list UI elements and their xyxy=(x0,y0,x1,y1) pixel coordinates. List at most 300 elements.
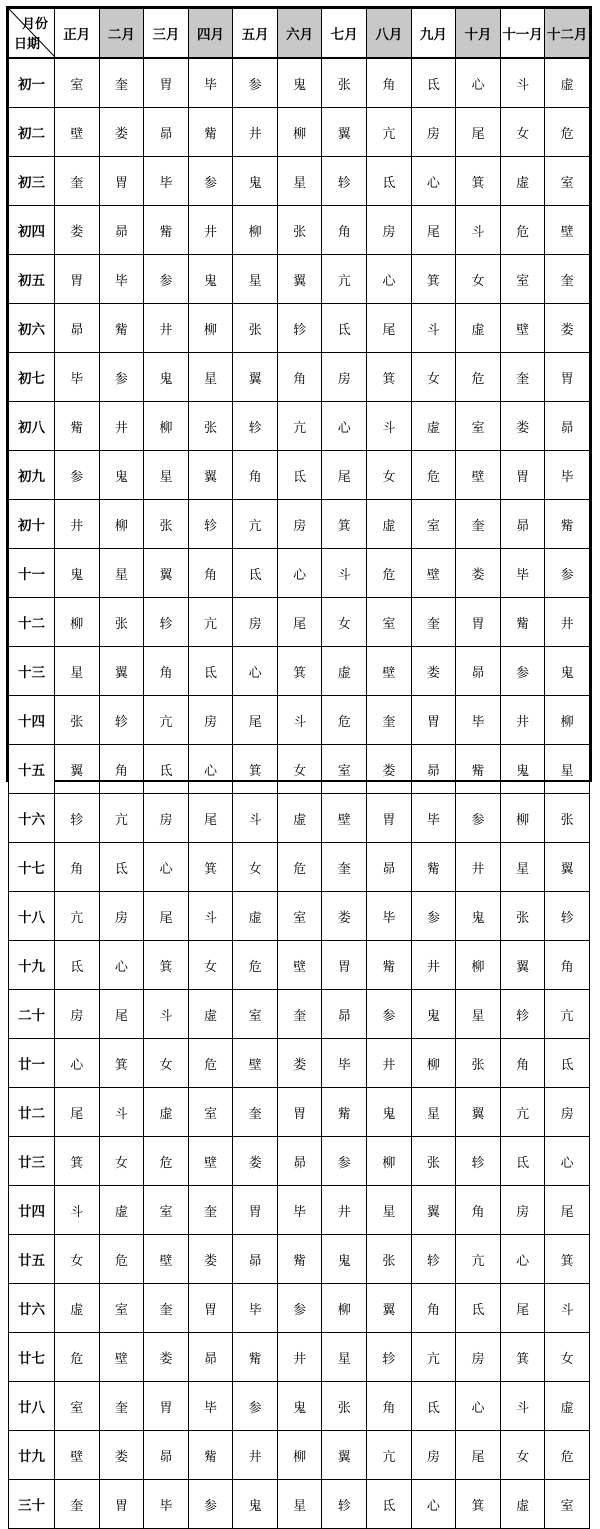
mansion-cell: 井 xyxy=(99,402,144,451)
mansion-cell: 斗 xyxy=(500,58,545,108)
mansion-cell: 斗 xyxy=(99,1088,144,1137)
table-row xyxy=(9,1382,590,1431)
mansion-cell: 亢 xyxy=(456,1235,501,1284)
mansion-cell: 娄 xyxy=(277,1039,322,1088)
mansion-cell: 心 xyxy=(456,1382,501,1431)
mansion-cell: 星 xyxy=(277,1480,322,1529)
month-axis-label: 月份 xyxy=(21,17,48,32)
mansion-cell: 张 xyxy=(411,1137,456,1186)
mansion-cell: 柳 xyxy=(500,794,545,843)
mansion-cell: 房 xyxy=(233,598,278,647)
mansion-cell: 毕 xyxy=(144,157,189,206)
mansion-cell: 星 xyxy=(500,843,545,892)
mansion-cell: 翼 xyxy=(411,1186,456,1235)
mansion-cell: 轸 xyxy=(99,696,144,745)
mansion-cell: 危 xyxy=(456,353,501,402)
mansion-cell: 胃 xyxy=(545,353,590,402)
day-label: 二十 xyxy=(9,990,55,1039)
mansion-cell: 娄 xyxy=(545,304,590,353)
mansion-cell: 房 xyxy=(55,990,100,1039)
month-header: 十二月 xyxy=(545,9,590,59)
table-row xyxy=(9,990,590,1039)
mansion-cell: 奎 xyxy=(545,255,590,304)
mansion-cell: 鬼 xyxy=(500,745,545,794)
mansion-cell: 胃 xyxy=(500,451,545,500)
mansion-cell: 亢 xyxy=(500,1088,545,1137)
mansion-cell: 箕 xyxy=(367,353,412,402)
table-row xyxy=(9,1333,590,1382)
mansion-cell: 觜 xyxy=(367,941,412,990)
mansion-cell: 角 xyxy=(411,1284,456,1333)
table-row xyxy=(9,1431,590,1480)
mansion-cell: 角 xyxy=(545,941,590,990)
mansion-cell: 氐 xyxy=(277,451,322,500)
mansion-cell: 参 xyxy=(456,794,501,843)
mansion-cell: 毕 xyxy=(500,549,545,598)
mansion-cell: 尾 xyxy=(545,1186,590,1235)
mansion-cell: 女 xyxy=(144,1039,189,1088)
mansion-cell: 室 xyxy=(545,157,590,206)
mansion-cell: 井 xyxy=(233,108,278,157)
mansion-cell: 箕 xyxy=(500,1333,545,1382)
mansion-cell: 亢 xyxy=(55,892,100,941)
mansion-cell: 柳 xyxy=(277,108,322,157)
mansion-cell: 房 xyxy=(99,892,144,941)
mansion-cell: 房 xyxy=(500,1186,545,1235)
mansion-cell: 女 xyxy=(99,1137,144,1186)
month-header: 五月 xyxy=(233,9,278,59)
mansion-cell: 鬼 xyxy=(55,549,100,598)
mansion-cell: 角 xyxy=(500,1039,545,1088)
mansion-cell: 星 xyxy=(545,745,590,794)
mansion-cell: 室 xyxy=(456,402,501,451)
mansion-cell: 氐 xyxy=(99,843,144,892)
mansion-cell: 斗 xyxy=(456,206,501,255)
table-row xyxy=(9,157,590,206)
mansion-cell: 毕 xyxy=(545,451,590,500)
mansion-cell: 虚 xyxy=(500,157,545,206)
mansion-cell: 氐 xyxy=(411,1382,456,1431)
day-label: 十八 xyxy=(9,892,55,941)
mansion-cell: 昴 xyxy=(500,500,545,549)
mansion-cell: 觜 xyxy=(55,402,100,451)
mansion-cell: 壁 xyxy=(55,1431,100,1480)
mansion-cell: 井 xyxy=(277,1333,322,1382)
mansion-cell: 张 xyxy=(55,696,100,745)
table-row xyxy=(9,1186,590,1235)
mansion-cell: 箕 xyxy=(55,1137,100,1186)
month-header: 七月 xyxy=(322,9,367,59)
month-header: 三月 xyxy=(144,9,189,59)
mansion-cell: 角 xyxy=(456,1186,501,1235)
day-label: 初六 xyxy=(9,304,55,353)
mansion-cell: 亢 xyxy=(322,255,367,304)
mansion-cell: 昴 xyxy=(55,304,100,353)
mansion-cell: 氐 xyxy=(233,549,278,598)
mansion-cell: 翼 xyxy=(99,647,144,696)
mansion-cell: 心 xyxy=(411,157,456,206)
mansion-cell: 危 xyxy=(188,1039,233,1088)
day-label: 初七 xyxy=(9,353,55,402)
mansion-cell: 毕 xyxy=(411,794,456,843)
mansion-cell: 张 xyxy=(456,1039,501,1088)
mansion-cell: 斗 xyxy=(55,1186,100,1235)
mansion-cell: 娄 xyxy=(233,1137,278,1186)
mansion-cell: 尾 xyxy=(456,1431,501,1480)
mansion-cell: 壁 xyxy=(188,1137,233,1186)
mansion-cell: 房 xyxy=(367,206,412,255)
mansion-cell: 翼 xyxy=(144,549,189,598)
mansion-cell: 胃 xyxy=(233,1186,278,1235)
mansion-cell: 虚 xyxy=(99,1186,144,1235)
mansion-cell: 亢 xyxy=(545,990,590,1039)
month-header: 正月 xyxy=(55,9,100,59)
mansion-cell: 柳 xyxy=(545,696,590,745)
mansion-cell: 参 xyxy=(55,451,100,500)
mansion-cell: 娄 xyxy=(500,402,545,451)
mansion-cell: 奎 xyxy=(144,1284,189,1333)
month-header: 十月 xyxy=(456,9,501,59)
day-label: 初四 xyxy=(9,206,55,255)
mansion-cell: 危 xyxy=(55,1333,100,1382)
mansion-cell: 鬼 xyxy=(322,1235,367,1284)
day-axis-label: 日期 xyxy=(14,37,41,52)
mansion-cell: 亢 xyxy=(411,1333,456,1382)
mansion-cell: 井 xyxy=(545,598,590,647)
mansion-cell: 张 xyxy=(500,892,545,941)
mansion-cell: 房 xyxy=(456,1333,501,1382)
mansion-cell: 房 xyxy=(322,353,367,402)
mansion-cell: 尾 xyxy=(322,451,367,500)
day-label: 初十 xyxy=(9,500,55,549)
mansion-cell: 井 xyxy=(322,1186,367,1235)
mansion-cell: 星 xyxy=(99,549,144,598)
mansion-cell: 娄 xyxy=(55,206,100,255)
mansion-cell: 张 xyxy=(99,598,144,647)
mansion-cell: 毕 xyxy=(188,1382,233,1431)
mansion-cell: 奎 xyxy=(277,990,322,1039)
table-row xyxy=(9,1039,590,1088)
mansion-cell: 斗 xyxy=(233,794,278,843)
mansion-cell: 虚 xyxy=(411,402,456,451)
mansion-cell: 毕 xyxy=(188,58,233,108)
mansion-cell: 娄 xyxy=(322,892,367,941)
mansion-cell: 觜 xyxy=(322,1088,367,1137)
mansion-cell: 女 xyxy=(500,1431,545,1480)
mansion-cell: 星 xyxy=(188,353,233,402)
table-row xyxy=(9,1137,590,1186)
mansion-cell: 柳 xyxy=(144,402,189,451)
table-body xyxy=(9,58,590,1529)
mansion-cell: 箕 xyxy=(188,843,233,892)
mansion-cell: 张 xyxy=(322,1382,367,1431)
mansion-cell: 奎 xyxy=(500,353,545,402)
mansion-cell: 尾 xyxy=(55,1088,100,1137)
mansion-cell: 角 xyxy=(55,843,100,892)
mansion-cell: 柳 xyxy=(188,304,233,353)
mansion-cell: 氐 xyxy=(322,304,367,353)
mansion-cell: 斗 xyxy=(411,304,456,353)
day-label: 初八 xyxy=(9,402,55,451)
table-row xyxy=(9,745,590,794)
mansion-cell: 昴 xyxy=(144,1431,189,1480)
mansion-cell: 昴 xyxy=(99,206,144,255)
mansion-cell: 女 xyxy=(55,1235,100,1284)
day-label: 三十 xyxy=(9,1480,55,1529)
mansion-cell: 柳 xyxy=(456,941,501,990)
table-row xyxy=(9,1284,590,1333)
mansion-cell: 觜 xyxy=(144,206,189,255)
mansion-cell: 氐 xyxy=(545,1039,590,1088)
mansion-cell: 壁 xyxy=(411,549,456,598)
mansion-cell: 奎 xyxy=(99,1382,144,1431)
mansion-cell: 参 xyxy=(367,990,412,1039)
mansion-cell: 亢 xyxy=(367,1431,412,1480)
mansion-cell: 觜 xyxy=(500,598,545,647)
mansion-cell: 危 xyxy=(411,451,456,500)
mansion-cell: 张 xyxy=(322,58,367,108)
mansion-cell: 井 xyxy=(55,500,100,549)
mansion-cell: 氐 xyxy=(188,647,233,696)
mansion-cell: 女 xyxy=(500,108,545,157)
mansion-cell: 轸 xyxy=(277,304,322,353)
mansion-cell: 柳 xyxy=(411,1039,456,1088)
mansion-cell: 参 xyxy=(322,1137,367,1186)
mansion-cell: 角 xyxy=(367,1382,412,1431)
mansion-cell: 心 xyxy=(277,549,322,598)
mansion-cell: 尾 xyxy=(233,696,278,745)
mansion-cell: 箕 xyxy=(456,1480,501,1529)
month-header: 九月 xyxy=(411,9,456,59)
mansion-cell: 危 xyxy=(322,696,367,745)
mansion-cell: 危 xyxy=(144,1137,189,1186)
mansion-cell: 壁 xyxy=(55,108,100,157)
mansion-cell: 氐 xyxy=(55,941,100,990)
mansion-cell: 室 xyxy=(367,598,412,647)
mansion-cell: 危 xyxy=(545,108,590,157)
mansion-cell: 虚 xyxy=(277,794,322,843)
mansion-cell: 星 xyxy=(55,647,100,696)
mansion-cell: 井 xyxy=(233,1431,278,1480)
table-row xyxy=(9,500,590,549)
mansion-cell: 鬼 xyxy=(456,892,501,941)
mansion-cell: 女 xyxy=(545,1333,590,1382)
mansion-cell: 翼 xyxy=(322,1431,367,1480)
mansion-cell: 房 xyxy=(411,1431,456,1480)
mansion-cell: 鬼 xyxy=(545,647,590,696)
mansion-cell: 斗 xyxy=(367,402,412,451)
mansion-cell: 翼 xyxy=(545,843,590,892)
mansion-cell: 尾 xyxy=(367,304,412,353)
day-label: 廿四 xyxy=(9,1186,55,1235)
mansion-cell: 翼 xyxy=(277,255,322,304)
table-row xyxy=(9,794,590,843)
mansion-cell: 箕 xyxy=(322,500,367,549)
mansion-cell: 翼 xyxy=(456,1088,501,1137)
mansion-cell: 室 xyxy=(411,500,456,549)
mansion-cell: 娄 xyxy=(188,1235,233,1284)
mansion-cell: 箕 xyxy=(456,157,501,206)
table-row xyxy=(9,451,590,500)
mansion-cell: 胃 xyxy=(188,1284,233,1333)
mansion-cell: 井 xyxy=(500,696,545,745)
mansion-cell: 危 xyxy=(277,843,322,892)
mansion-cell: 室 xyxy=(277,892,322,941)
mansion-cell: 娄 xyxy=(411,647,456,696)
mansion-cell: 室 xyxy=(99,1284,144,1333)
mansion-cell: 昴 xyxy=(456,647,501,696)
mansion-cell: 鬼 xyxy=(233,157,278,206)
table-row xyxy=(9,647,590,696)
mansion-cell: 张 xyxy=(367,1235,412,1284)
mansion-cell: 参 xyxy=(144,255,189,304)
month-header: 八月 xyxy=(367,9,412,59)
table-row xyxy=(9,1480,590,1529)
mansion-cell: 壁 xyxy=(500,304,545,353)
mansion-cell: 箕 xyxy=(411,255,456,304)
day-label: 廿七 xyxy=(9,1333,55,1382)
mansion-cell: 轸 xyxy=(233,402,278,451)
mansion-cell: 氐 xyxy=(456,1284,501,1333)
mansion-cell: 箕 xyxy=(233,745,278,794)
mansion-cell: 张 xyxy=(545,794,590,843)
mansion-cell: 毕 xyxy=(144,1480,189,1529)
day-label: 初九 xyxy=(9,451,55,500)
mansion-cell: 轸 xyxy=(545,892,590,941)
mansion-cell: 尾 xyxy=(411,206,456,255)
mansion-cell: 箕 xyxy=(277,647,322,696)
mansion-cell: 星 xyxy=(456,990,501,1039)
mansion-cell: 女 xyxy=(233,843,278,892)
mansion-cell: 虚 xyxy=(233,892,278,941)
mansion-cell: 亢 xyxy=(367,108,412,157)
day-label: 十六 xyxy=(9,794,55,843)
mansion-cell: 井 xyxy=(367,1039,412,1088)
mansion-cell: 虚 xyxy=(55,1284,100,1333)
mansion-cell: 张 xyxy=(277,206,322,255)
mansion-cell: 壁 xyxy=(99,1333,144,1382)
mansion-cell: 角 xyxy=(144,647,189,696)
mansion-cell: 轸 xyxy=(322,1480,367,1529)
mansion-cell: 女 xyxy=(367,451,412,500)
mansion-cell: 女 xyxy=(411,353,456,402)
mansion-cell: 亢 xyxy=(144,696,189,745)
mansion-cell: 参 xyxy=(188,1480,233,1529)
mansion-cell: 参 xyxy=(99,353,144,402)
mansion-cell: 氐 xyxy=(411,58,456,108)
mansion-cell: 参 xyxy=(233,1382,278,1431)
mansion-cell: 胃 xyxy=(144,1382,189,1431)
mansion-cell: 昴 xyxy=(188,1333,233,1382)
table-row xyxy=(9,108,590,157)
mansion-cell: 壁 xyxy=(456,451,501,500)
table-row xyxy=(9,304,590,353)
day-label: 廿六 xyxy=(9,1284,55,1333)
mansion-cell: 尾 xyxy=(188,794,233,843)
mansion-cell: 毕 xyxy=(367,892,412,941)
mansion-cell: 奎 xyxy=(233,1088,278,1137)
mansion-cell: 亢 xyxy=(99,794,144,843)
mansion-cell: 鬼 xyxy=(144,353,189,402)
mansion-cell: 心 xyxy=(545,1137,590,1186)
mansion-cell: 壁 xyxy=(233,1039,278,1088)
mansion-cell: 鬼 xyxy=(277,58,322,108)
mansion-cell: 虚 xyxy=(500,1480,545,1529)
mansion-cell: 张 xyxy=(233,304,278,353)
corner-header-cell xyxy=(9,9,55,59)
mansion-cell: 轸 xyxy=(188,500,233,549)
table-row xyxy=(9,549,590,598)
mansion-cell: 斗 xyxy=(322,549,367,598)
mansion-cell: 井 xyxy=(411,941,456,990)
mansion-cell: 井 xyxy=(144,304,189,353)
mansion-cell: 室 xyxy=(322,745,367,794)
mansion-cell: 斗 xyxy=(277,696,322,745)
mansion-cell: 张 xyxy=(188,402,233,451)
mansion-cell: 张 xyxy=(144,500,189,549)
day-label: 十三 xyxy=(9,647,55,696)
mansion-cell: 鬼 xyxy=(367,1088,412,1137)
mansion-cell: 氐 xyxy=(144,745,189,794)
mansion-cell: 胃 xyxy=(367,794,412,843)
mansion-cell: 尾 xyxy=(144,892,189,941)
mansion-cell: 壁 xyxy=(277,941,322,990)
table-row xyxy=(9,1088,590,1137)
mansion-cell: 娄 xyxy=(144,1333,189,1382)
mansion-cell: 参 xyxy=(411,892,456,941)
mansion-cell: 轸 xyxy=(367,1333,412,1382)
mansion-cell: 危 xyxy=(500,206,545,255)
mansion-cell: 星 xyxy=(144,451,189,500)
mansion-cell: 女 xyxy=(277,745,322,794)
mansion-cell: 星 xyxy=(367,1186,412,1235)
mansion-cell: 心 xyxy=(55,1039,100,1088)
mansion-cell: 奎 xyxy=(99,58,144,108)
mansion-cell: 柳 xyxy=(367,1137,412,1186)
mansion-cell: 毕 xyxy=(233,1284,278,1333)
mansion-cell: 柳 xyxy=(277,1431,322,1480)
mansion-cell: 壁 xyxy=(367,647,412,696)
mansion-cell: 参 xyxy=(277,1284,322,1333)
mansion-cell: 鬼 xyxy=(411,990,456,1039)
mansion-cell: 室 xyxy=(144,1186,189,1235)
table-row xyxy=(9,598,590,647)
mansion-cell: 房 xyxy=(411,108,456,157)
mansion-cell: 参 xyxy=(233,58,278,108)
mansion-cell: 参 xyxy=(500,647,545,696)
mansion-cell: 心 xyxy=(233,647,278,696)
mansion-cell: 斗 xyxy=(188,892,233,941)
mansion-cell: 心 xyxy=(99,941,144,990)
mansion-cell: 氐 xyxy=(367,1480,412,1529)
mansion-cell: 胃 xyxy=(99,1480,144,1529)
mansion-cell: 翼 xyxy=(500,941,545,990)
mansion-cell: 翼 xyxy=(55,745,100,794)
month-header: 十一月 xyxy=(500,9,545,59)
mansion-cell: 觜 xyxy=(411,843,456,892)
mansion-cell: 昴 xyxy=(144,108,189,157)
mansion-cell: 胃 xyxy=(411,696,456,745)
table-row xyxy=(9,941,590,990)
mansion-cell: 虚 xyxy=(545,1382,590,1431)
mansion-cell: 危 xyxy=(233,941,278,990)
mansion-cell: 昴 xyxy=(277,1137,322,1186)
day-label: 廿三 xyxy=(9,1137,55,1186)
day-label: 初二 xyxy=(9,108,55,157)
mansion-cell: 室 xyxy=(55,58,100,108)
mansion-cell: 虚 xyxy=(144,1088,189,1137)
mansion-cell: 胃 xyxy=(277,1088,322,1137)
